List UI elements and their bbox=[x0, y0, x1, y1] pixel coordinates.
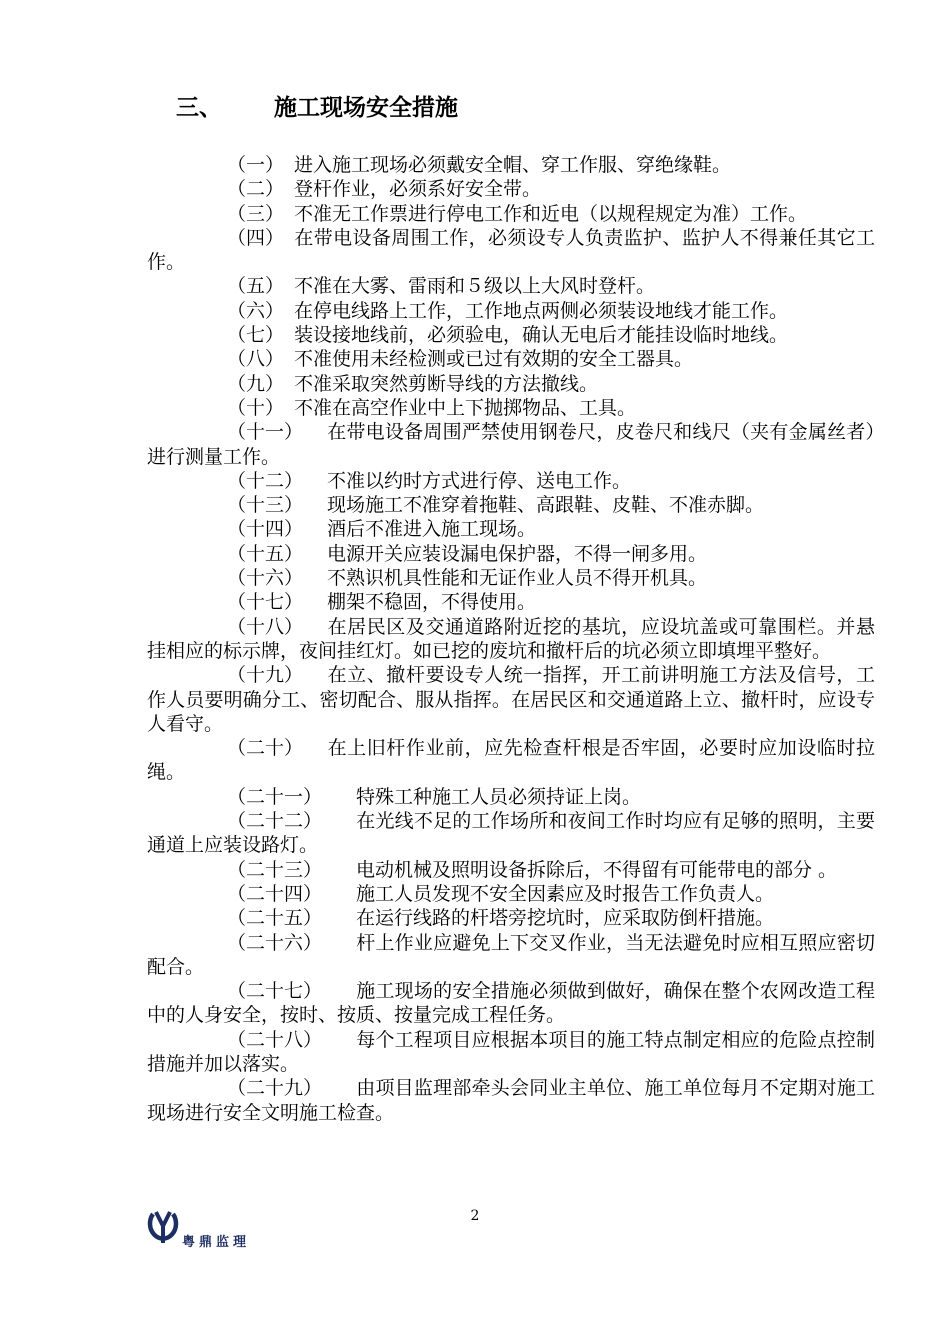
list-item bbox=[147, 274, 875, 298]
item-text: 不准在大雾、雷雨和５级以上大风时登杆。 bbox=[294, 275, 656, 298]
list-item bbox=[147, 372, 875, 396]
item-text: 特殊工种施工人员必须持证上岗。 bbox=[356, 785, 642, 808]
item-label: （四） bbox=[227, 226, 285, 249]
item-text: 不准使用未经检测或已过有效期的安全工器具。 bbox=[294, 348, 694, 371]
item-text: 不准在高空作业中上下抛掷物品、工具。 bbox=[294, 396, 637, 419]
item-label: （二十八） bbox=[227, 1028, 323, 1051]
item-text: 不熟识机具性能和无证作业人员不得开机具。 bbox=[327, 567, 708, 590]
list-item bbox=[147, 323, 875, 347]
item-text: 电动机械及照明设备拆除后，不得留有可能带电的部分 。 bbox=[356, 858, 838, 881]
list-item bbox=[147, 979, 875, 1028]
item-label: （九） bbox=[227, 372, 285, 395]
item-label: （十四） bbox=[227, 518, 304, 541]
item-label: （二十一） bbox=[227, 785, 323, 808]
list-item bbox=[147, 858, 875, 882]
list-item bbox=[147, 1028, 875, 1077]
section-heading bbox=[176, 93, 458, 123]
item-text: 不准采取突然剪断导线的方法撤线。 bbox=[294, 372, 599, 395]
page-number: 2 bbox=[470, 1208, 480, 1224]
list-item bbox=[147, 226, 875, 275]
item-label: （十二） bbox=[227, 469, 304, 492]
item-text: 电源开关应装设漏电保护器，不得一闸多用。 bbox=[327, 542, 708, 565]
list-item bbox=[147, 906, 875, 930]
item-label: （十三） bbox=[227, 494, 304, 517]
list-item bbox=[147, 542, 875, 566]
list-item bbox=[147, 517, 875, 541]
item-label: （十七） bbox=[227, 591, 304, 614]
list-item bbox=[147, 396, 875, 420]
section-number: 三、 bbox=[176, 95, 222, 121]
item-text: 在居民区及交通道路附近挖的基坑，应设坑盖或可靠围栏。并悬挂相应的标示牌，夜间挂红灯。如已挖的废坑和撤杆后的坑必须立即填埋平整好。 bbox=[147, 615, 875, 662]
item-label: （二十四） bbox=[227, 882, 323, 905]
list-item bbox=[147, 785, 875, 809]
item-text: 登杆作业，必须系好安全带。 bbox=[294, 178, 542, 201]
list-item bbox=[147, 663, 875, 736]
list-item bbox=[147, 153, 875, 177]
list-item bbox=[147, 469, 875, 493]
list-item bbox=[147, 202, 875, 226]
item-label: （二） bbox=[227, 178, 285, 201]
list-item bbox=[147, 177, 875, 201]
item-label: （七） bbox=[227, 324, 285, 347]
list-item bbox=[147, 931, 875, 980]
item-label: （一） bbox=[227, 154, 285, 176]
item-label: （二十） bbox=[227, 737, 304, 760]
item-text: 施工人员发现不安全因素应及时报告工作负责人。 bbox=[356, 882, 775, 905]
item-text: 由项目监理部牵头会同业主单位、施工单位每月不定期对施工现场进行安全文明施工检查。 bbox=[147, 1077, 875, 1124]
item-text: 在运行线路的杆塔旁挖坑时，应采取防倒杆措施。 bbox=[356, 907, 775, 930]
item-label: （二十六） bbox=[227, 931, 323, 954]
section-title: 施工现场安全措施 bbox=[274, 95, 458, 121]
company-logo-text: 粤鼎监理 bbox=[182, 1235, 251, 1250]
item-text: 现场施工不准穿着拖鞋、高跟鞋、皮鞋、不准赤脚。 bbox=[327, 494, 765, 517]
item-text: 施工现场的安全措施必须做到做好，确保在整个农网改造工程中的人身安全，按时、按质、按量完成工程任务。 bbox=[147, 980, 875, 1027]
item-text: 进入施工现场必须戴安全帽、穿工作服、穿绝缘鞋。 bbox=[294, 154, 732, 176]
list-item bbox=[147, 736, 875, 785]
item-text: 在立、撤杆要设专人统一指挥，开工前讲明施工方法及信号，工作人员要明确分工、密切配合、服从指挥。在居民区和交通道路上立、撤杆时，应设专人看守。 bbox=[147, 664, 875, 735]
list-item bbox=[147, 299, 875, 323]
list-item bbox=[147, 1076, 875, 1125]
item-label: （五） bbox=[227, 275, 285, 298]
item-label: （八） bbox=[227, 348, 285, 371]
item-text: 在上旧杆作业前，应先检查杆根是否牢固，必要时应加设临时拉绳。 bbox=[147, 737, 875, 784]
item-text: 在光线不足的工作场所和夜间工作时均应有足够的照明，主要通道上应装设路灯。 bbox=[147, 810, 875, 857]
item-label: （二十三） bbox=[227, 858, 323, 881]
list-item bbox=[147, 347, 875, 371]
item-text: 棚架不稳固，不得使用。 bbox=[327, 591, 537, 614]
item-label: （二十九） bbox=[227, 1077, 323, 1100]
item-label: （十六） bbox=[227, 567, 304, 590]
item-label: （二十五） bbox=[227, 907, 323, 930]
item-text: 杆上作业应避免上下交叉作业，当无法避免时应相互照应密切配合。 bbox=[147, 931, 875, 978]
item-text: 装设接地线前，必须验电，确认无电后才能挂设临时地线。 bbox=[294, 324, 789, 347]
list-item bbox=[147, 420, 875, 469]
list-item bbox=[147, 882, 875, 906]
item-label: （十九） bbox=[227, 664, 304, 687]
item-text: 不准无工作票进行停电工作和近电（以规程规定为准）工作。 bbox=[294, 202, 808, 225]
item-label: （十） bbox=[227, 396, 285, 419]
item-label: （六） bbox=[227, 299, 285, 322]
item-text: 不准以约时方式进行停、送电工作。 bbox=[327, 469, 632, 492]
list-item bbox=[147, 590, 875, 614]
item-label: （十八） bbox=[227, 615, 304, 638]
item-text: 在带电设备周围工作，必须设专人负责监护、监护人不得兼任其它工作。 bbox=[147, 226, 875, 274]
list-item bbox=[147, 493, 875, 517]
item-text: 在停电线路上工作，工作地点两侧必须装设地线才能工作。 bbox=[294, 299, 789, 322]
item-text: 酒后不准进入施工现场。 bbox=[327, 518, 537, 541]
item-label: （二十二） bbox=[227, 810, 323, 833]
item-label: （三） bbox=[227, 202, 285, 225]
company-logo-icon bbox=[145, 1206, 181, 1248]
item-text: 每个工程项目应根据本项目的施工特点制定相应的危险点控制措施并加以落实。 bbox=[147, 1028, 875, 1075]
item-label: （二十七） bbox=[227, 980, 323, 1003]
list-item bbox=[147, 809, 875, 858]
item-text: 在带电设备周围严禁使用钢卷尺，皮卷尺和线尺（夹有金属丝者）进行测量工作。 bbox=[147, 421, 875, 468]
item-label: （十五） bbox=[227, 542, 304, 565]
list-item bbox=[147, 615, 875, 664]
measures-list bbox=[147, 153, 875, 1125]
item-label: （十一） bbox=[227, 421, 304, 444]
list-item bbox=[147, 566, 875, 590]
